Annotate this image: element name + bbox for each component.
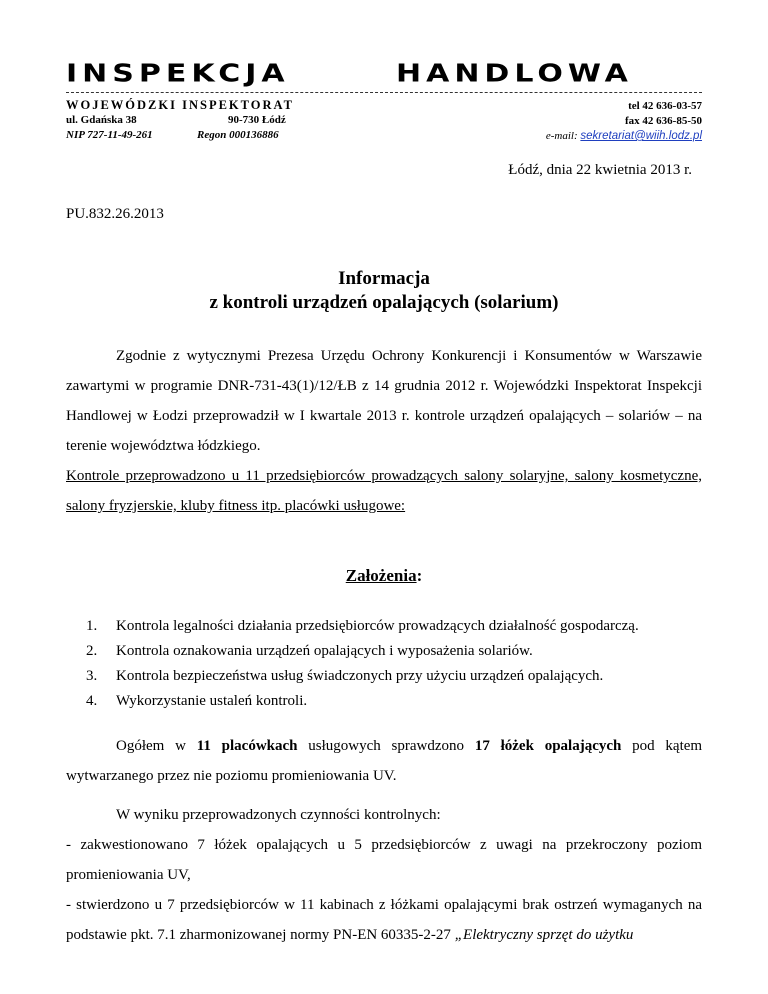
summary-text-2: usługowych sprawdzono [308, 738, 465, 754]
logo-word-handlowa: HANDLOWA [396, 59, 633, 88]
nip-number: NIP 727-11-49-261 [66, 129, 153, 141]
count-beds: 17 łóżek opalających [474, 738, 622, 754]
fax-number: fax 42 636-85-50 [625, 115, 702, 127]
header-address [66, 98, 311, 143]
list-item-number: 1. [86, 618, 98, 634]
results-intro: W wyniku przeprowadzonych czynności kontrolnych: [116, 807, 441, 823]
title-line-2: z kontroli urządzeń opalających (solarium) [209, 292, 559, 313]
result-item-2-text: - stwierdzono u 7 przedsiębiorców w 11 kabinach z łóżkami opalającymi brak ostrzeń wymaganych na podstawie pkt. 7.1 zharmonizowanej normy PN-EN 60335-2-27 [66, 897, 702, 943]
list-item-text: Kontrola legalności działania przedsiębiorców prowadzących działalność gospodarczą. [116, 618, 639, 634]
list-item-number: 4. [86, 693, 98, 709]
assumptions-heading [0, 566, 768, 586]
result-item-2 [66, 890, 702, 950]
result-item-1: - zakwestionowano 7 łóżek opalających u 5 przedsiębiorców z uwagi na przekroczony poziom promieniowania UV, [66, 837, 702, 883]
institution-logo [66, 60, 702, 88]
result-item-2-quote: „Elektryczny sprzęt do użytku [454, 927, 634, 943]
document-title [0, 267, 768, 315]
assumptions-colon: : [416, 566, 423, 585]
summary-text-1: Ogółem w [116, 738, 186, 754]
email-row [546, 129, 702, 144]
assumptions-title: Założenia [345, 566, 417, 585]
header-contact [546, 99, 702, 144]
scope-paragraph: Kontrole przeprowadzono u 11 przedsiębiorców prowadzących salony solaryjne, salony kosmetyczne, salony fryzjerskie, kluby fitness itp. placówki usługowe: [66, 468, 702, 514]
email-label: e-mail: [545, 130, 578, 142]
list-item-number: 2. [86, 643, 98, 659]
summary-text-3: pod kątem wytwarzanego przez nie poziomu promieniowania UV. [66, 738, 703, 784]
postal-city: 90-730 Łódź [228, 114, 286, 126]
count-places: 11 placówkach [196, 738, 298, 754]
header-divider [66, 92, 702, 93]
logo-word-inspekcja: INSPEKCJA [66, 59, 290, 88]
title-line-1: Informacja [338, 268, 430, 289]
summary-paragraph [66, 731, 702, 791]
document-date: Łódź, dnia 22 kwietnia 2013 r. [508, 162, 692, 178]
inspectorate-title: WOJEWÓDZKI INSPEKTORAT [66, 98, 294, 112]
reference-number: PU.832.26.2013 [66, 206, 164, 222]
regon-number: Regon 000136886 [197, 129, 279, 141]
list-item-number: 3. [86, 668, 98, 684]
intro-paragraph: Zgodnie z wytycznymi Prezesa Urzędu Ochrony Konkurencji i Konsumentów w Warszawie zawartymi w programie DNR-731-43(1)/12/ŁB z 14 grudnia 2012 r. Wojewódzki Inspektorat Inspekcji Handlowej w Łodzi przeprowadził w I kwartale 2013 r. kontrole urządzeń opalających – solariów – na terenie województwa łódzkiego. [66, 348, 702, 454]
phone-number: tel 42 636-03-57 [628, 100, 702, 112]
list-item-text: Kontrola bezpieczeństwa usług świadczonych przy użyciu urządzeń opalających. [116, 668, 604, 684]
email-link[interactable]: sekretariat@wiih.lodz.pl [580, 130, 702, 142]
street-address: ul. Gdańska 38 [66, 114, 137, 126]
list-item-text: Wykorzystanie ustaleń kontroli. [116, 693, 308, 709]
list-item-text: Kontrola oznakowania urządzeń opalających i wyposażenia solariów. [116, 643, 533, 659]
